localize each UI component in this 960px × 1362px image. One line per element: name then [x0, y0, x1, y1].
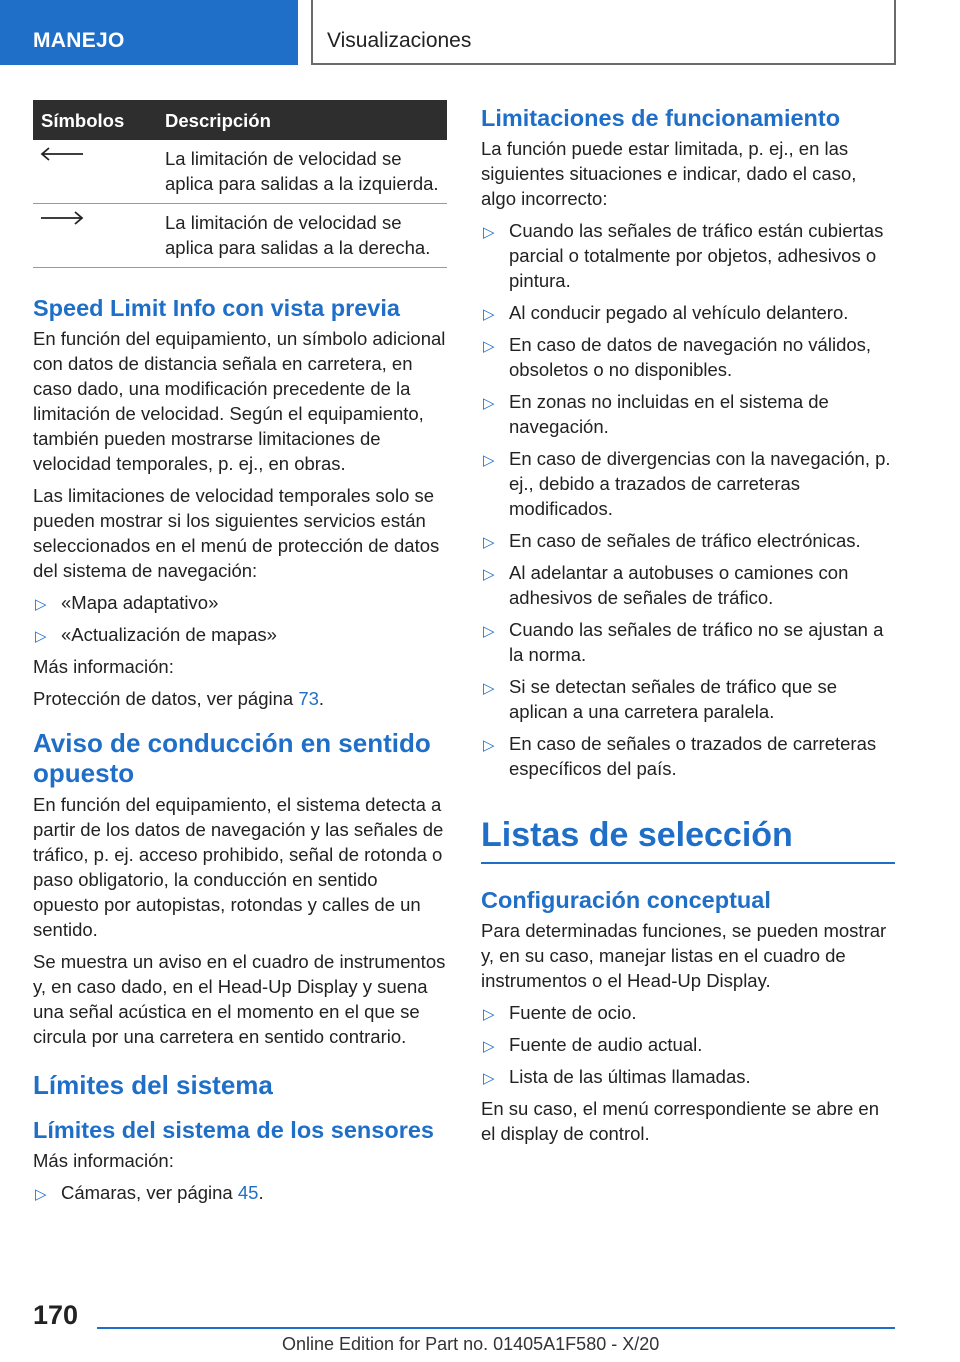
- bullet-triangle-icon: ▷: [483, 1006, 495, 1023]
- list-item: ▷ «Actualización de mapas»: [33, 622, 447, 647]
- function-limits-heading: Limitaciones de funcionamiento: [481, 105, 841, 131]
- function-limits-list: [481, 218, 895, 781]
- list-item: ▷ Cuando las señales de tráfico no se ajustan a la norma.: [483, 619, 884, 665]
- symbol-cell: [33, 140, 155, 204]
- data-protection-reference: Protección de datos, ver página 73.: [33, 688, 325, 709]
- list-item: ▷ En zonas no incluidas en el sistema de navegación.: [483, 391, 829, 437]
- list-item: ▷ Lista de las últimas llamadas.: [481, 1064, 895, 1089]
- column-header-description: Descripción: [155, 100, 447, 140]
- description-cell: La limitación de velocidad se aplica para salidas a la izquierda.: [155, 140, 447, 204]
- wrong-way-heading: Aviso de conducción en sentido opuesto: [33, 728, 431, 788]
- table-row: [33, 140, 447, 204]
- list-item: ▷ En caso de señales de tráfico electrónicas.: [481, 528, 895, 553]
- description-cell: La limitación de velocidad se aplica para salidas a la derecha.: [155, 204, 447, 268]
- function-limits-intro: La función puede estar limitada, p. ej., en las siguientes situaciones e indicar, dado el caso, algo incorrecto:: [481, 138, 857, 209]
- bullet-triangle-icon: ▷: [483, 1070, 495, 1087]
- more-info-label: Más información:: [33, 1150, 174, 1171]
- table-header-row: [33, 100, 447, 140]
- chapter-header: [311, 0, 896, 65]
- page-link[interactable]: 45: [237, 1182, 259, 1203]
- sensor-limits-heading: Límites del sistema de los sensores: [33, 1117, 434, 1143]
- bullet-triangle-icon: ▷: [483, 1038, 495, 1055]
- conceptual-config-intro: Para determinadas funciones, se pueden mostrar y, en su caso, manejar listas en el cuadro de instrumentos o el Head-Up Display.: [481, 920, 887, 991]
- page-link[interactable]: 73: [298, 688, 319, 709]
- list-item: ▷ Fuente de audio actual.: [481, 1032, 895, 1057]
- bullet-triangle-icon: ▷: [483, 737, 495, 754]
- arrow-right-icon: [39, 210, 85, 230]
- chapter-title: Visualizaciones: [327, 29, 472, 52]
- list-item: ▷ En caso de datos de navegación no válidos, obsoletos o no disponibles.: [483, 334, 872, 380]
- bullet-triangle-icon: ▷: [35, 1186, 47, 1203]
- list-item: ▷ «Mapa adaptativo»: [33, 590, 447, 615]
- list-item: ▷ Cámaras, ver página 45.: [33, 1180, 447, 1205]
- speed-limit-paragraph-2: Las limitaciones de velocidad temporales solo se pueden mostrar si los siguientes servicios están seleccionados en el menú de protección de datos del sistema de navegación:: [33, 485, 440, 581]
- table-row: [33, 204, 447, 268]
- page-number: 170: [33, 1300, 79, 1330]
- bullet-triangle-icon: ▷: [483, 680, 495, 697]
- list-item: ▷ En caso de señales o trazados de carreteras específicos del país.: [483, 733, 877, 779]
- list-item: ▷ Fuente de ocio.: [481, 1000, 895, 1025]
- wrong-way-paragraph-2: Se muestra un aviso en el cuadro de instrumentos y, en caso dado, en el Head-Up Display y suena una señal acústica en el momento en el que se circula por una carretera en sentido contrario.: [33, 951, 446, 1047]
- edition-note: Online Edition for Part no. 01405A1F580 - X/20: [282, 1334, 660, 1354]
- list-item: ▷ Si se detectan señales de tráfico que se aplican a una carretera paralela.: [483, 676, 838, 722]
- symbol-cell: [33, 204, 155, 268]
- sensor-reference-list: [33, 1180, 447, 1205]
- conceptual-config-outro: En su caso, el menú correspondiente se abre en el display de control.: [481, 1098, 879, 1144]
- system-limits-heading: Límites del sistema: [33, 1070, 273, 1100]
- symbols-table: [33, 100, 447, 268]
- list-item: ▷ Al adelantar a autobuses o camiones con adhesivos de señales de tráfico.: [483, 562, 849, 608]
- more-info-label: Más información:: [33, 656, 174, 677]
- speed-limit-paragraph-1: En función del equipamiento, un símbolo adicional con datos de distancia señala en carretera, en caso dado, una modificación precedente de la limitación de velocidad. Según el equipamiento, también pueden mostrarse limitaciones de velocidad temporales, p. ej., en obras.: [33, 328, 446, 474]
- right-column: [481, 100, 895, 1153]
- list-item: ▷ Al conducir pegado al vehículo delantero.: [481, 300, 895, 325]
- speed-limit-heading: Speed Limit Info con vista previa: [33, 295, 400, 321]
- arrow-left-icon: [39, 146, 85, 166]
- bullet-triangle-icon: ▷: [483, 395, 495, 412]
- bullet-triangle-icon: ▷: [483, 534, 495, 551]
- list-item: ▷ Cuando las señales de tráfico están cubiertas parcial o totalmente por objetos, adhesivos o pintura.: [483, 220, 884, 291]
- column-header-symbols: Símbolos: [33, 100, 155, 140]
- left-column: [33, 100, 447, 1212]
- bullet-triangle-icon: ▷: [483, 338, 495, 355]
- selection-lists-items: [481, 1000, 895, 1089]
- data-services-list: [33, 590, 447, 647]
- bullet-triangle-icon: ▷: [483, 452, 495, 469]
- bullet-triangle-icon: ▷: [35, 628, 47, 645]
- bullet-triangle-icon: ▷: [483, 224, 495, 241]
- bullet-triangle-icon: ▷: [35, 596, 47, 613]
- bullet-triangle-icon: ▷: [483, 566, 495, 583]
- bullet-triangle-icon: ▷: [483, 306, 495, 323]
- bullet-triangle-icon: ▷: [483, 623, 495, 640]
- wrong-way-paragraph-1: En función del equipamiento, el sistema detecta a partir de los datos de navegación y las señales de tráfico, p. ej. acceso prohibido, señal de rotonda o paso obligatorio, la conducción en sentido opuesto por autopistas, rotondas y calles de un sentido.: [33, 794, 444, 940]
- footer-divider: [97, 1327, 895, 1329]
- section-tab[interactable]: [0, 0, 298, 65]
- section-label: MANEJO: [33, 29, 125, 52]
- list-item: ▷ En caso de divergencias con la navegación, p. ej., debido a trazados de carreteras modificados.: [483, 448, 891, 519]
- selection-lists-heading: Listas de selección: [481, 814, 895, 864]
- conceptual-config-heading: Configuración conceptual: [481, 887, 771, 913]
